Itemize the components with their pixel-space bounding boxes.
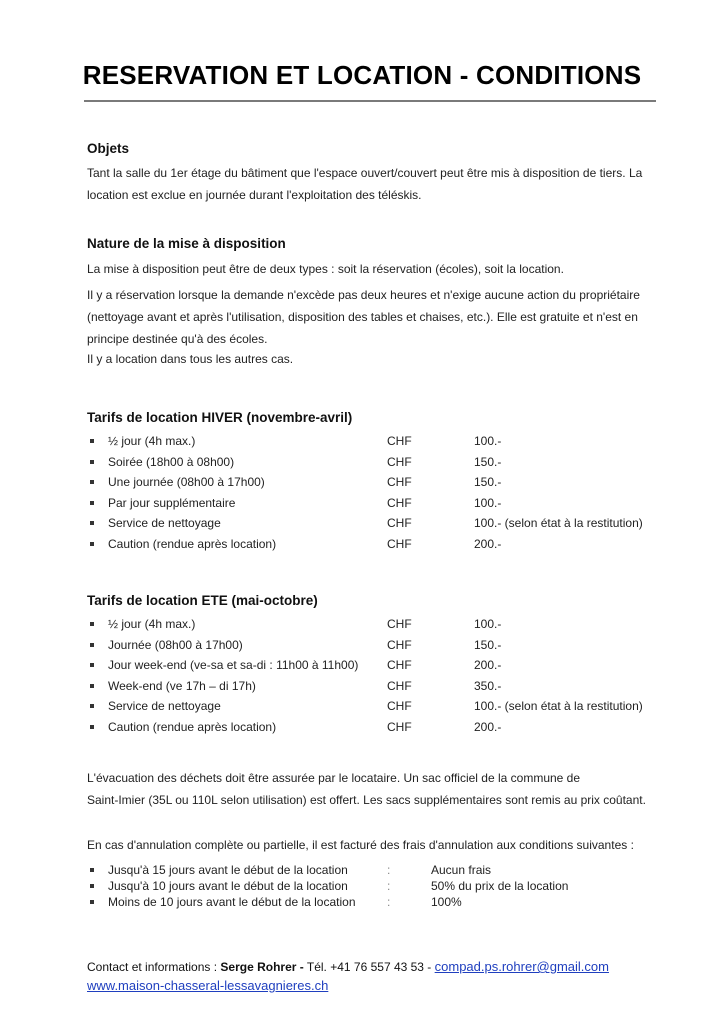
bullet-icon <box>90 663 94 667</box>
dechets-line-1: L'évacuation des déchets doit être assurée par le locataire. Un sac officiel de la commune de <box>87 771 581 785</box>
nature-paragraph-2 <box>87 284 657 350</box>
bullet-icon <box>90 684 94 688</box>
tariff-row <box>87 636 667 656</box>
tariff-row <box>87 535 667 555</box>
tariff-amount: 100.- (selon état à la restitution) <box>474 699 643 714</box>
dechets-line-2: Saint-Imier (35L ou 110L selon utilisation) est offert. Les sacs supplémentaires sont remis au prix coûtant. <box>87 793 646 807</box>
title-divider <box>84 100 656 102</box>
tariff-amount: 100.- <box>474 617 502 631</box>
tariff-currency: CHF <box>387 658 412 673</box>
nature-p2-line-1: Il y a réservation lorsque la demande n'excède pas deux heures et n'exige aucune action du propriétaire <box>87 288 640 302</box>
annulation-separator: : <box>387 895 391 909</box>
tariff-currency: CHF <box>387 537 412 551</box>
objets-line-2: location est exclue en journée durant l'exploitation des téléskis. <box>87 188 422 202</box>
bullet-icon <box>90 900 94 904</box>
annulation-row <box>87 862 667 878</box>
annulation-label: Jusqu'à 15 jours avant le début de la location <box>108 863 348 877</box>
tariff-label: Par jour supplémentaire <box>108 495 236 510</box>
tariff-amount: 200.- <box>474 658 502 673</box>
bullet-icon <box>90 501 94 505</box>
bullet-icon <box>90 622 94 626</box>
nature-p2-line-2: (nettoyage avant et après l'utilisation, disposition des tables et chaises, etc.). Elle est gratuite et n'est en <box>87 310 638 324</box>
tariff-row <box>87 656 667 676</box>
nature-paragraph-1: La mise à disposition peut être de deux types : soit la réservation (écoles), soit la location. <box>87 262 564 276</box>
contact-name: Serge Rohrer - <box>220 960 304 974</box>
bullet-icon <box>90 868 94 872</box>
bullet-icon <box>90 439 94 443</box>
tariff-amount: 150.- <box>474 637 502 652</box>
section-heading-ete: Tarifs de location ETE (mai-octobre) <box>87 593 318 608</box>
tariff-currency: CHF <box>387 495 412 510</box>
objets-paragraph <box>87 162 657 206</box>
tariff-currency: CHF <box>387 678 412 693</box>
tariff-amount: 100.- (selon état à la restitution) <box>474 516 643 531</box>
tariff-label: Service de nettoyage <box>108 516 221 531</box>
contact-phone: Tél. +41 76 557 43 53 - <box>303 960 435 974</box>
tariff-label: Une journée (08h00 à 17h00) <box>108 475 265 490</box>
tariff-label: ½ jour (4h max.) <box>108 434 196 448</box>
bullet-icon <box>90 542 94 546</box>
contact-email-link[interactable]: compad.ps.rohrer@gmail.com <box>434 959 609 974</box>
tariff-currency: CHF <box>387 475 412 490</box>
section-heading-nature: Nature de la mise à disposition <box>87 236 286 251</box>
tariff-label: Service de nettoyage <box>108 699 221 714</box>
dechets-paragraph <box>87 767 657 811</box>
bullet-icon <box>90 704 94 708</box>
footer-contact <box>87 959 609 974</box>
annulation-value: 50% du prix de la location <box>431 879 569 893</box>
tariff-row <box>87 494 667 514</box>
tariff-amount: 200.- <box>474 537 502 551</box>
tariff-amount: 100.- <box>474 495 502 510</box>
nature-paragraph-3: Il y a location dans tous les autres cas. <box>87 352 294 366</box>
annulation-separator: : <box>387 879 391 893</box>
website-link[interactable]: www.maison-chasseral-lessavagnieres.ch <box>87 978 329 993</box>
tariff-row <box>87 514 667 534</box>
bullet-icon <box>90 884 94 888</box>
bullet-icon <box>90 725 94 729</box>
tariff-row <box>87 697 667 717</box>
tariff-label: Jour week-end (ve-sa et sa-di : 11h00 à 11h00) <box>108 658 359 673</box>
tariff-amount: 350.- <box>474 678 502 693</box>
tariff-label: Soirée (18h00 à 08h00) <box>108 454 235 469</box>
tariff-currency: CHF <box>387 720 412 734</box>
tariff-row <box>87 473 667 493</box>
annulation-value: 100% <box>431 895 462 909</box>
objets-line-1: Tant la salle du 1er étage du bâtiment que l'espace ouvert/couvert peut être mis à disposition de tiers. La <box>87 166 643 180</box>
bullet-icon <box>90 460 94 464</box>
tariff-amount: 200.- <box>474 720 502 734</box>
bullet-icon <box>90 643 94 647</box>
tariff-label: Week-end (ve 17h – di 17h) <box>108 678 256 693</box>
tariff-label: Caution (rendue après location) <box>108 537 277 551</box>
tariff-row <box>87 718 667 738</box>
tariff-label: Caution (rendue après location) <box>108 720 277 734</box>
annulation-label: Moins de 10 jours avant le début de la location <box>108 895 356 909</box>
annulation-row <box>87 894 667 910</box>
tariff-label: Journée (08h00 à 17h00) <box>108 637 243 652</box>
tariff-row <box>87 453 667 473</box>
tariff-currency: CHF <box>387 617 412 631</box>
tariff-row <box>87 432 667 452</box>
contact-label: Contact et informations : <box>87 960 221 974</box>
annulation-intro: En cas d'annulation complète ou partielle, il est facturé des frais d'annulation aux conditions suivantes : <box>87 838 634 852</box>
tariff-currency: CHF <box>387 454 412 469</box>
tariff-amount: 150.- <box>474 475 502 490</box>
tariff-currency: CHF <box>387 434 412 448</box>
annulation-row <box>87 878 667 894</box>
nature-p2-line-3: principe destinée qu'à des écoles. <box>87 332 268 346</box>
bullet-icon <box>90 521 94 525</box>
tariff-currency: CHF <box>387 699 412 714</box>
section-heading-hiver: Tarifs de location HIVER (novembre-avril) <box>87 410 353 425</box>
tariff-row <box>87 677 667 697</box>
annulation-value: Aucun frais <box>431 863 492 877</box>
section-heading-objets: Objets <box>87 141 130 156</box>
annulation-label: Jusqu'à 10 jours avant le début de la location <box>108 879 348 893</box>
tariff-amount: 100.- <box>474 434 502 448</box>
page-title: RESERVATION ET LOCATION - CONDITIONS <box>82 60 642 90</box>
tariff-label: ½ jour (4h max.) <box>108 617 196 631</box>
tariff-currency: CHF <box>387 637 412 652</box>
tariff-currency: CHF <box>387 516 412 531</box>
tariff-row <box>87 615 667 635</box>
bullet-icon <box>90 480 94 484</box>
annulation-separator: : <box>387 863 391 877</box>
tariff-amount: 150.- <box>474 454 502 469</box>
